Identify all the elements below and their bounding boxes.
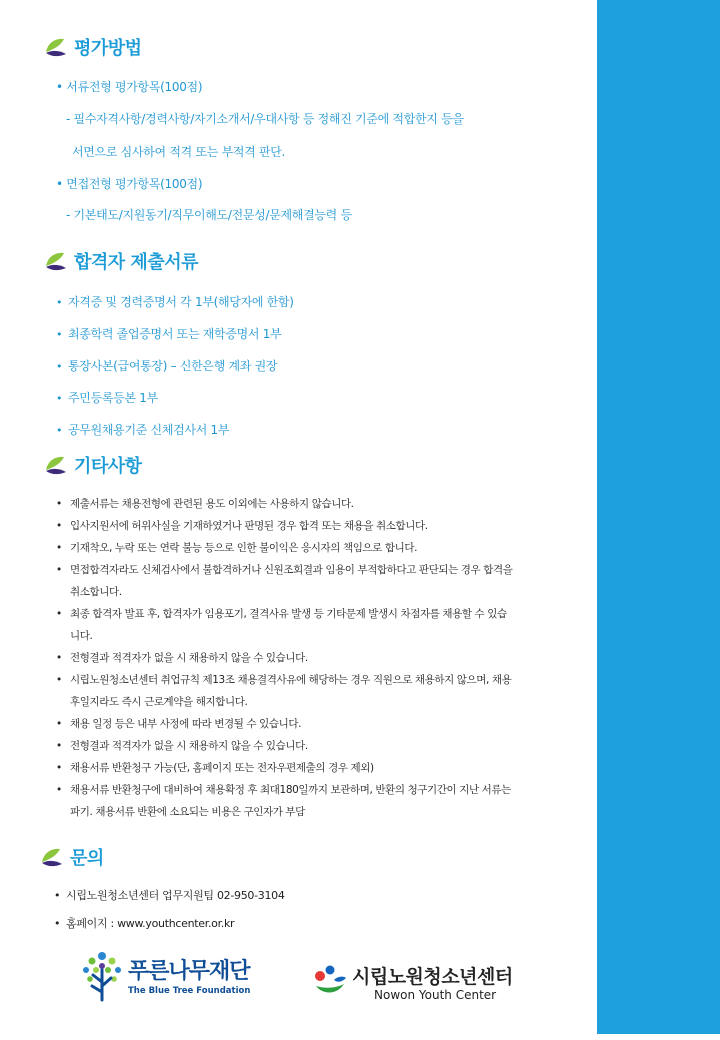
text-line: - 기본태도/지원동기/직무이해도/전문성/문제해결능력 등: [66, 208, 352, 222]
section-heading-documents: [44, 248, 198, 274]
section-heading-evaluation: [44, 34, 142, 60]
text-line: • 자격증 및 경력증명서 각 1부(해당자에 한함): [56, 295, 294, 309]
contact-homepage: • 홈페이지 : www.youthcenter.or.kr: [54, 917, 235, 930]
text-line: • 주민등록등본 1부: [56, 391, 158, 405]
text-line: • 서류전형 평가항목(100점): [56, 80, 203, 94]
section-title: 문의: [70, 848, 104, 869]
center-name-ko: 시립노원청소년센터: [352, 966, 513, 988]
section-title: 평가방법: [74, 38, 142, 59]
leaf-icon: [40, 846, 64, 868]
list-item: • 시립노원청소년센터 취업규칙 제13조 채용결격사유에 해당하는 경우 직원으로 채용하지 않으며, 채용 후일지라도 즉시 근로계약을 해지합니다.: [56, 674, 512, 708]
leaf-icon: [44, 36, 68, 58]
other-items-list: [56, 493, 516, 823]
list-item: • 채용서류 반환청구 가능(단, 홈페이지 또는 전자우편제출의 경우 제외): [56, 762, 374, 774]
list-item: • 채용서류 반환청구에 대비하여 채용확정 후 최대180일까지 보관하며, 반환의 청구기간이 지난 서류는 파기. 채용서류 반환에 소요되는 비용은 구인자가 부담: [56, 784, 511, 818]
text-line: - 필수자격사항/경력사항/자기소개서/우대사항 등 정해진 기준에 적합한지 등을: [66, 112, 464, 126]
text-line: • 통장사본(급여통장) – 신한은행 계좌 권장: [56, 359, 278, 373]
list-item: • 면접합격자라도 신체검사에서 불합격하거나 신원조회결과 임용이 부적합하다고 판단되는 경우 합격을 취소합니다.: [56, 564, 513, 598]
list-item: • 채용 일정 등은 내부 사정에 따라 변경될 수 있습니다.: [56, 718, 302, 730]
foundation-name-ko: 푸른나무재단: [128, 959, 250, 984]
right-side-bar: [597, 0, 720, 1034]
list-item: • 전형결과 적격자가 없을 시 채용하지 않을 수 있습니다.: [56, 652, 308, 664]
foundation-name-en: The Blue Tree Foundation: [128, 986, 251, 996]
list-item: • 제출서류는 채용전형에 관련된 용도 이외에는 사용하지 않습니다.: [56, 498, 354, 510]
tree-logo-icon: [80, 948, 124, 1004]
nowon-youth-center-logo: [312, 962, 522, 1008]
contact-phone: • 시립노원청소년센터 업무지원팀 02-950-3104: [54, 889, 285, 902]
text-line: 서면으로 심사하여 적격 또는 부적격 판단.: [72, 145, 286, 159]
list-item: • 최종 합격자 발표 후, 합격자가 임용포기, 결격사유 발생 등 기타문제 발생시 차점자를 채용할 수 있습니다.: [56, 608, 507, 642]
text-line: • 면접전형 평가항목(100점): [56, 177, 203, 191]
text-line: • 공무원채용기준 신체검사서 1부: [56, 423, 230, 437]
youth-center-mark-icon: [312, 964, 348, 998]
list-item: • 기재착오, 누락 또는 연락 불능 등으로 인한 불이익은 응시자의 책임으로 합니다.: [56, 542, 418, 554]
leaf-icon: [44, 454, 68, 476]
list-item: • 입사지원서에 허위사실을 기재하였거나 판명된 경우 합격 또는 채용을 취소합니다.: [56, 520, 428, 532]
section-title: 기타사항: [74, 456, 142, 477]
center-name-en: Nowon Youth Center: [374, 988, 497, 1002]
section-heading-other: [44, 452, 142, 478]
text-line: • 최종학력 졸업증명서 또는 재학증명서 1부: [56, 327, 282, 341]
list-item: • 전형결과 적격자가 없을 시 채용하지 않을 수 있습니다.: [56, 740, 308, 752]
section-title: 합격자 제출서류: [74, 252, 198, 273]
leaf-icon: [44, 250, 68, 272]
blue-tree-foundation-logo: [80, 948, 250, 1004]
section-heading-contact: [40, 844, 104, 870]
